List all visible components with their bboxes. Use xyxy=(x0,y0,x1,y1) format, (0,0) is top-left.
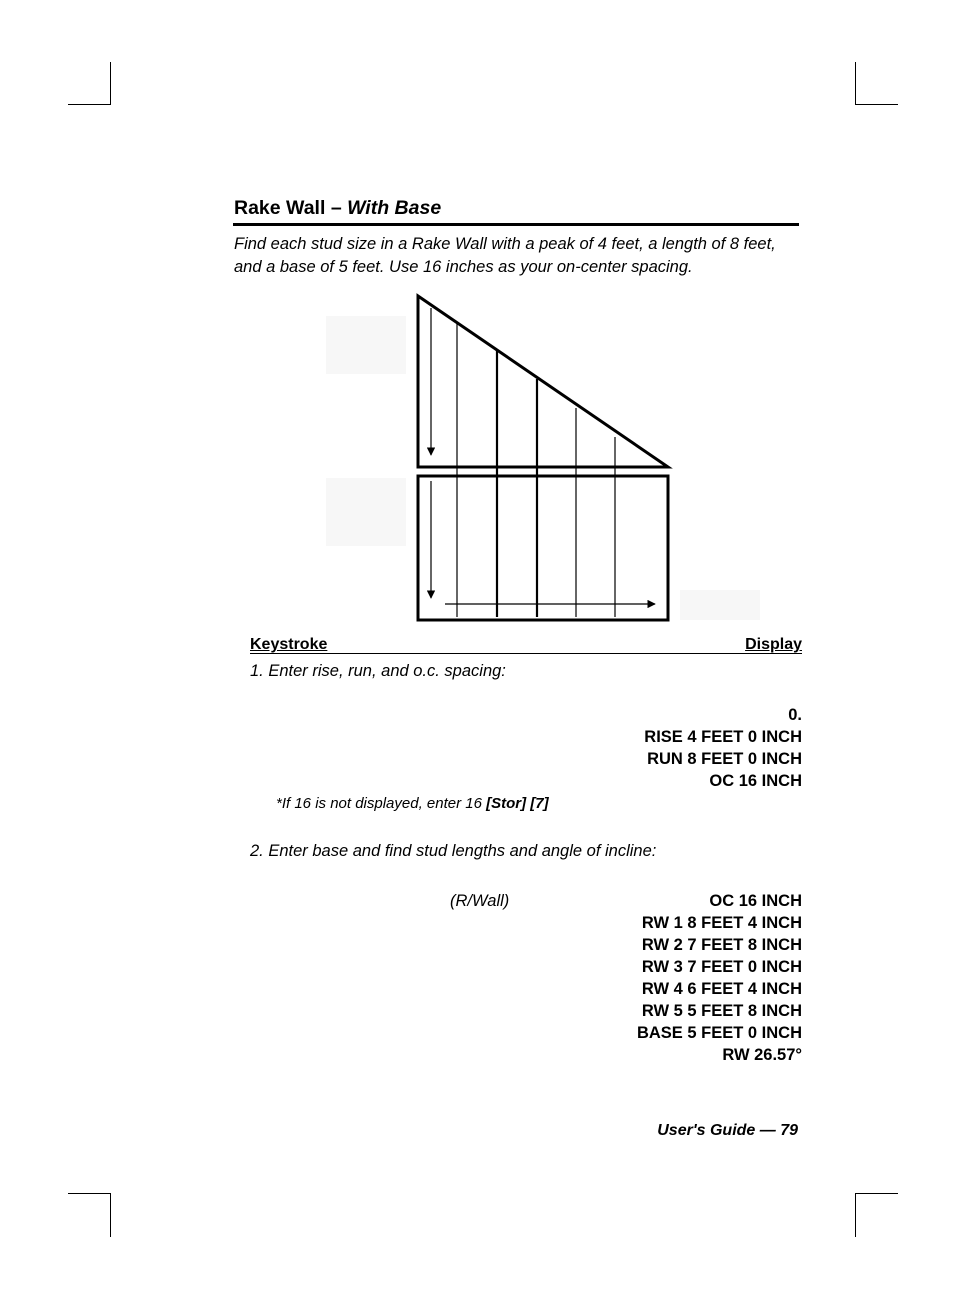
step-2-display-line: RW 2 7 FEET 8 INCH xyxy=(641,936,802,954)
step-1-display-line: RISE 4 FEET 0 INCH xyxy=(644,728,802,746)
keystroke-header: Keystroke xyxy=(250,636,328,653)
step-2-label: 2. Enter base and find stud lengths and angle of incline: xyxy=(250,842,657,860)
page-footer: User's Guide — 79 xyxy=(657,1122,798,1139)
rake-triangle xyxy=(418,296,668,467)
faint-block-1 xyxy=(326,316,406,374)
faint-block-3 xyxy=(680,590,760,620)
note-text: *If 16 is not displayed, enter 16 xyxy=(276,795,487,812)
step-2-display-line: BASE 5 FEET 0 INCH xyxy=(636,1024,802,1042)
step-2-keystroke: (R/Wall) xyxy=(450,892,510,910)
base-rectangle xyxy=(418,476,668,620)
step-1-note xyxy=(276,795,549,812)
step-2-display-line: RW 5 5 FEET 8 INCH xyxy=(641,1002,802,1020)
step-2-display-line: OC 16 INCH xyxy=(709,892,802,910)
step-1-label: 1. Enter rise, run, and o.c. spacing: xyxy=(250,662,506,680)
step-2-display-line: RW 1 8 FEET 4 INCH xyxy=(641,914,802,932)
intro-paragraph: Find each stud size in a Rake Wall with a peak of 4 feet, a length of 8 feet, and a base of 5 feet. Use 16 inches as your on-center spacing. xyxy=(234,235,776,276)
step-2-display-line: RW 3 7 FEET 0 INCH xyxy=(641,958,802,976)
step-2-display-line: RW 26.57° xyxy=(722,1046,802,1064)
step-1-display-line: OC 16 INCH xyxy=(709,772,802,790)
faint-block-2 xyxy=(326,478,406,546)
title-emphasis: With Base xyxy=(347,197,442,219)
display-header: Display xyxy=(745,636,802,653)
step-1-display-line: 0. xyxy=(788,706,802,724)
step-1-display-line: RUN 8 FEET 0 INCH xyxy=(647,750,802,768)
step-2-display-line: RW 4 6 FEET 4 INCH xyxy=(641,980,802,998)
header-rule xyxy=(250,653,802,654)
title-main: Rake Wall – xyxy=(234,197,348,219)
note-keys: [Stor] [7] xyxy=(486,795,549,812)
